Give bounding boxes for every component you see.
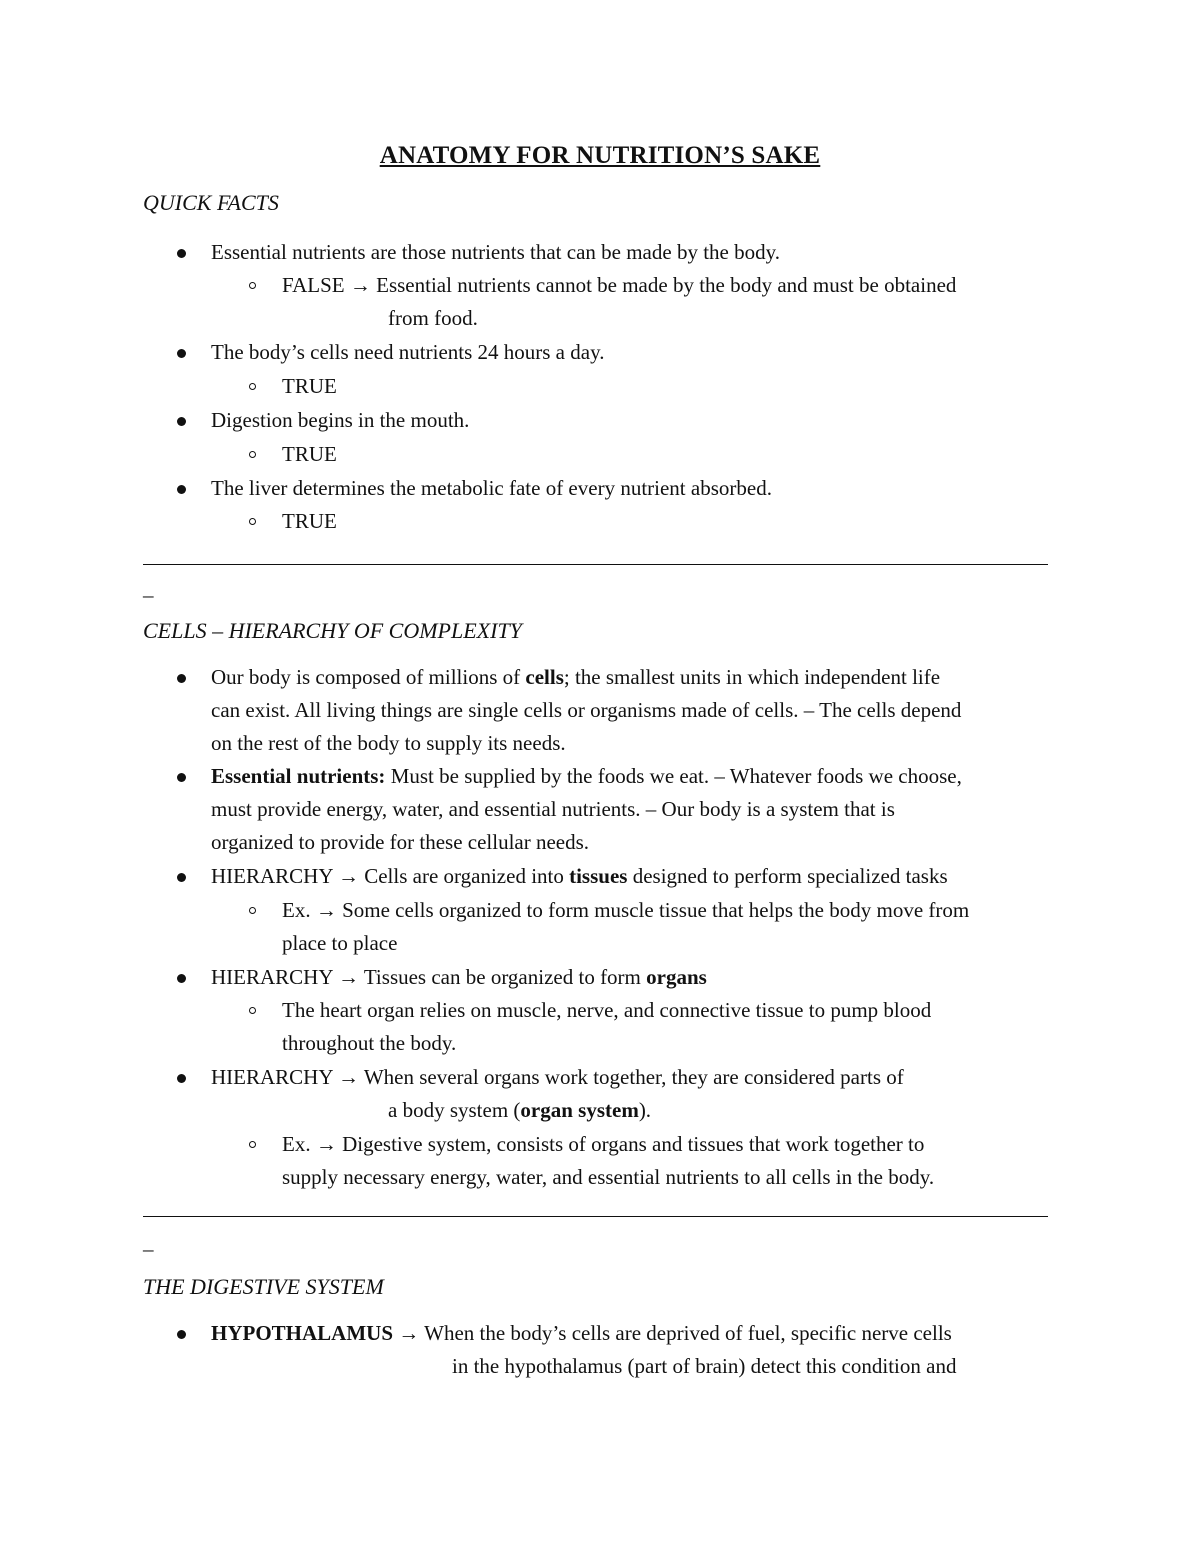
section-heading-cells: CELLS – HIERARCHY OF COMPLEXITY <box>143 618 522 643</box>
bullet-icon <box>177 1074 186 1083</box>
list-item: The liver determines the metabolic fate of every nutrient absorbed. <box>211 476 772 500</box>
divider-underscore: _ <box>143 576 154 600</box>
list-item-continuation: in the hypothalamus (part of brain) detect this condition and <box>452 1354 957 1378</box>
bullet-icon <box>177 249 186 258</box>
list-item: HYPOTHALAMUS → When the body’s cells are deprived of fuel, specific nerve cells <box>211 1321 952 1345</box>
bullet-icon <box>177 417 186 426</box>
bullet-icon <box>177 974 186 983</box>
list-item-continuation: can exist. All living things are single cells or organisms made of cells. – The cells depend <box>211 698 962 722</box>
sub-list-item: TRUE <box>282 509 337 533</box>
sub-bullet-icon <box>249 451 256 458</box>
bullet-icon <box>177 1330 186 1339</box>
section-heading-digestive-system: THE DIGESTIVE SYSTEM <box>143 1274 384 1299</box>
bullet-icon <box>177 873 186 882</box>
list-item: HIERARCHY → When several organs work together, they are considered parts of <box>211 1065 904 1089</box>
divider-underscore: _ <box>143 1230 154 1254</box>
sub-list-item: Ex. → Digestive system, consists of organs and tissues that work together to <box>282 1132 925 1156</box>
sub-bullet-icon <box>249 518 256 525</box>
bullet-icon <box>177 349 186 358</box>
bullet-icon <box>177 485 186 494</box>
document-title: ANATOMY FOR NUTRITION’S SAKE <box>379 142 821 169</box>
list-item: Essential nutrients: Must be supplied by the foods we eat. – Whatever foods we choose, <box>211 764 962 788</box>
sub-list-item-continuation: supply necessary energy, water, and essential nutrients to all cells in the body. <box>282 1165 935 1189</box>
list-item-continuation: a body system (organ system). <box>388 1098 652 1122</box>
list-item: HIERARCHY → Tissues can be organized to form organs <box>211 965 707 989</box>
list-item-continuation: must provide energy, water, and essential nutrients. – Our body is a system that is <box>211 797 895 821</box>
horizontal-divider <box>143 564 1048 565</box>
sub-list-item-continuation: from food. <box>388 306 478 330</box>
sub-bullet-icon <box>249 907 256 914</box>
sub-list-item: TRUE <box>282 374 337 398</box>
list-item: HIERARCHY → Cells are organized into tissues designed to perform specialized tasks <box>211 864 948 888</box>
list-item: Our body is composed of millions of cells; the smallest units in which independent life <box>211 665 941 689</box>
sub-list-item-continuation: throughout the body. <box>282 1031 457 1055</box>
list-item-continuation: on the rest of the body to supply its needs. <box>211 731 566 755</box>
sub-list-item: The heart organ relies on muscle, nerve, and connective tissue to pump blood <box>282 998 932 1022</box>
horizontal-divider <box>143 1216 1048 1217</box>
sub-list-item: FALSE → Essential nutrients cannot be made by the body and must be obtained <box>282 273 957 297</box>
sub-bullet-icon <box>249 1007 256 1014</box>
sub-list-item-continuation: place to place <box>282 931 398 955</box>
bullet-icon <box>177 773 186 782</box>
sub-bullet-icon <box>249 282 256 289</box>
sub-list-item: TRUE <box>282 442 337 466</box>
sub-bullet-icon <box>249 1141 256 1148</box>
section-heading-quick-facts: QUICK FACTS <box>143 190 279 215</box>
list-item-continuation: organized to provide for these cellular needs. <box>211 830 590 854</box>
sub-bullet-icon <box>249 383 256 390</box>
sub-list-item: Ex. → Some cells organized to form muscle tissue that helps the body move from <box>282 898 970 922</box>
bullet-icon <box>177 674 186 683</box>
list-item: Digestion begins in the mouth. <box>211 408 470 432</box>
list-item: The body’s cells need nutrients 24 hours a day. <box>211 340 605 364</box>
list-item: Essential nutrients are those nutrients that can be made by the body. <box>211 240 780 264</box>
